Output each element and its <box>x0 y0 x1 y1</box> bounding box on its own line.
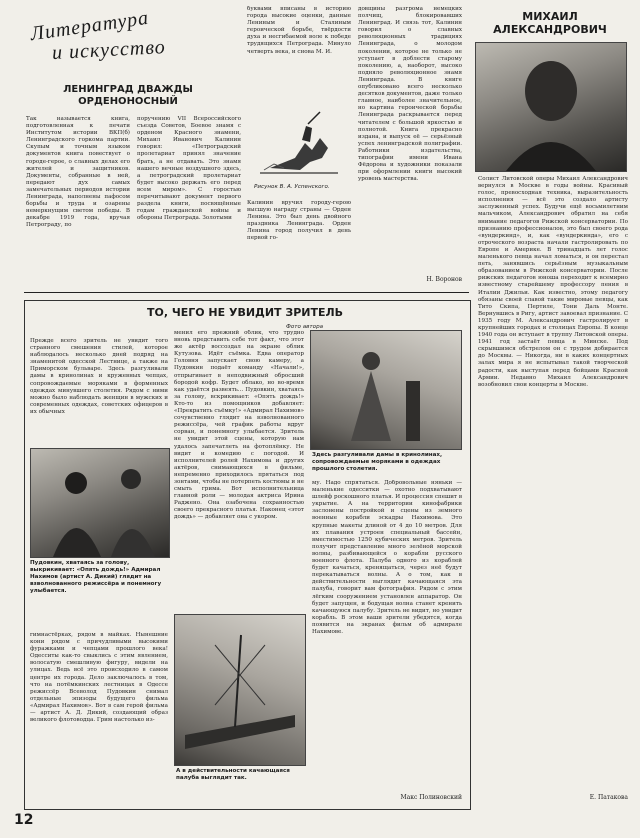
article1-column-3-bottom: Калинин вручил городу-герою высшую награду страны — Орден Ленина. Это был день двойного праздника Ленинграда. Орден Ленина город получил в день первой го- <box>247 200 351 242</box>
woman-photo-caption: Здесь разгуливали дамы в кринолинах, сопровождаемые моряками в одеждах прошлого столетия. <box>312 452 443 472</box>
article2-column-1: Прежде всего зритель не увидит того странного смешения стилей, которое наблюдалось несколько дней подряд на знаменитой одесской Лестнице, а также на Приморском бульваре. Здесь разгуливали дамы в кринолинах и кружевных чепцах, сопровождаемые моряками в форменных одеждах минувшего столетия. Рядом с ними можно было наблюдать женщин в мужских и современных одеждах, советских офицеров в их обычных <box>30 338 168 415</box>
photo-credit: Фото автора <box>286 324 324 330</box>
profile-text: Солист Литовской оперы Михаил Александрович вернулся в Москве в годы войны. Красивый голос, превосходная техника, выразительность исполнения — всё это создало артисту заслуженный успех. Будучи ещё восьмилетним мальчиком, Александрович обратил на себя внимание педагогов Рижской консерватории. По признанию профессионалов, это был своего рода «вундеркинд», и, как «вундеркинда», его с отроческого возраста начали гастролировать по Европе и Америке. В тринадцать лет голос маленького певца начал ломаться, и он перестал петь, занявшись серьёзным музыкальным образованием в Рижской консерватории. После рижских педагогов юноша переходит к всемирно известному старейшему профессору пения в Италии Джильи. Как известно, этому педагогу обязаны своей славой такие мировые певцы, как Тито Скипа, Пертиле, Тони Даль Монте. Вернувшись в Ригу, артист завоевал признание. С 1935 году М. Александрович гастролирует в крупнейших городах и столицах Европы. В конце 1940 года он вступает в труппу Литовской оперы. 1941 год застаёт певца в Минске. Под скрывшимся обстрелом он с трудом добирается до Москвы. — Никогда, ни в каких концертных залах мира я не испытывал такой творческой радости, как выступая перед бойцами Красной Армии. Недавно Михаил Александрович возобновил свои концерты в Москве. <box>478 176 628 388</box>
deck-photo-caption: А в действительности качающаяся палуба выглядит так. <box>176 768 290 781</box>
article1-signature: Н. Воронов <box>426 276 462 283</box>
horseman-drawing-icon <box>250 98 348 182</box>
pudovkin-photo-caption: Пудовкин, хватаясь за голову, выкрикивает: «Опять дождь!» Адмирал Нахимов (артист А. Дикий) глядит на взволнованного режиссёра и понемногу улыбается. <box>30 560 162 594</box>
portrait-icon <box>476 43 626 171</box>
deck-photo <box>174 614 306 766</box>
article1-column-1: Так называется книга, подготовленная к печати Институтом истории ВКП(б) Ленинградского горкома партии. Скупым и точным языком документов книга повествует о городе-герое, о славных делах его жителей и защитников. Документы, собранные в ней, передают дух самых замечательных периодов истории Ленинграда, наполнены пафосом борьбы и труда и озарены немеркнущим светом победы. В декабре 1919 года, вручая Петрограду, по <box>26 116 130 229</box>
article2-column-2: менил его прежний облик, что трудно вновь представить себе тот факт, что этот же актёр воссоздал на экране облик Кутузова. Идёт съёмка. Едва оператор Головня запускает свою камеру, а Пудовкин подаёт команду «Начали!», отпрыгивает в неподвижный обросший бородой кофр. Будет облако, но во-время как удаётся развеять... Пудовкин, хватаясь за голову, вскрикивает: «Опять дождь!» Кто-то из помощников добавляет: «Прекратить съёмку!» «Адмирал Нахимов» сочувственно глядит на взволнованного режиссёра, чей график работы вдруг сорван, и понемногу улыбается. Зритель не увидит этой сцены, которую нам удалось запечатлеть на фотоплёнку. Не видит и комедию с погодой. И исполнителей ролей Нахимова и других актёров, снимающихся в фильме, непременно приходилось прятаться под зонтами, чтобы не потерпеть костюмы и не смыть грима. Вот исполнительница главной роли — молодая актриса Ирина Раджено. Она озабочена сохранностью своего прекрасного платья. Наконец «этот дождь» — добавляет она с укором. <box>174 330 304 521</box>
profile-name-line2: АЛЕКСАНДРОВИЧ <box>493 23 607 36</box>
pudovkin-icon <box>31 449 169 557</box>
portrait-photo <box>475 42 627 172</box>
profile-signature: Е. Патакова <box>589 794 628 801</box>
article2-column-3: му. Надо спрятаться. Добровольные няньки — маленькие одесситки — охотно подхватывают шлейф роскошного платья. И процессия спешит в укрытие. А на территории кинофабрики заслонены постройкой и сцены из земного военные корабли эскадры Нахимова. Это крупные макеты длиной от 4 до 10 метров. Для их плавания устроен специальный бассейн, вместимостью 1250 кубических метров. Зритель получит представление много зелёной морской волны, разбивающейся о корабли русского военного флота. Палуба одного из кораблей будет качаться, кренящаться, через неё будут перекатываться волны. А о том, как в действительности выглядит качающаяся эта палуба, говорит вам фотография. Рядом с этим лёгким сооружением установлен аппаратор. Он будет запущен, и бодущая волна станет кренить качающуюся палубу. Зритель не видит, но увидит корабль. В этом ваши зрители убедятся, когда появится на экранах фильм об адмирале Нахимове. <box>312 480 462 635</box>
article1-column-4: довщины разгрома немецких полчищ, блокировавших Ленинград. И связь тот, Калинин говорил о славных революционных традициях Ленинграда, о молодом поколении, которое не только не уступает в доблести старому поколению, а, наоборот, высоко подняло революционное знамя Ленинграда. В книге опубликовано всего несколько десятков документов, даже только главное, наиболее значительное, но картина героической борьбы Ленинграда раскрывается перед читателем с большой яркостью и полнотой. Книга прекрасно издана, и выпуск её — серьёзный успех ленинградской полиграфии. Работники издательства, типографии имени Ивана Фёдорова и художники показали при оформлении книги высокий уровень мастерства. <box>358 6 462 183</box>
woman-photo <box>310 330 462 450</box>
woman-icon <box>311 331 461 449</box>
horseman-drawing <box>250 98 348 182</box>
article1-title-line2: ОРДЕНОНОСНЫЙ <box>78 96 178 107</box>
profile-name-line1: МИХАИЛ <box>522 10 578 23</box>
section-divider <box>24 292 469 293</box>
section-title-line1: Литература <box>29 6 151 46</box>
article1-column-3-top: буквами вписаны в историю города высокие оценки, данные Лениным и Сталиным героической борьбе, твёрдости духа и несгибаемой воле к победе трудящихся Петрограда. Минуло четверть века, и снова М. И. <box>247 6 351 55</box>
article2-column-1-bottom: гимнастёрках, рядом в майках. Нынешние кони рядом с причудливыми высокими фуражками и чепцами прошлого века! Одесситы как-то свыклись с этим явлением, волосатую смешливую фигуру, видели на улицах. Ведь всё это происходило в самом центре их города. Дело заключалось в том, что на потёмкинских лестницах в Одессе режиссёр Всеволод Пудовкин снимал отдельные эпизоды будущего фильма «Адмирал Нахимов». Вот в сам герой фильма — артист А. Д. Дикий, создающий образ великого флотоводца. Грим настолько из- <box>30 632 168 724</box>
drawing-caption: Рисунок В. А. Успенского. <box>254 184 330 190</box>
page-number: 12 <box>14 812 34 828</box>
section-title <box>24 6 234 68</box>
section-title-line2: и искусство <box>51 36 167 64</box>
article2-signature: Макс Полиновский <box>400 794 462 801</box>
article1-title <box>28 84 228 108</box>
article1-title-line1: ЛЕНИНГРАД ДВАЖДЫ <box>63 84 193 95</box>
ship-deck-icon <box>175 615 305 765</box>
profile-name <box>470 10 630 36</box>
pudovkin-photo <box>30 448 170 558</box>
article1-column-2: поручению VII Всероссийского съезда Советов, Боевое знамя с орденом Красного знамени, Михаил Иванович Калинин говорил: «Петроградский пролетариат принял значение брать, а не отдавать. Это знамя нашего вечные воздушного здесь, а петроградский пролетариат будет высоко держать его перед всем миром». С горостью перечитывают документ первого раздела книги, посвящённые годам гражданской войны и обороны Петрограда. Золотыми <box>137 116 241 222</box>
article2-title: ТО, ЧЕГО НЕ УВИДИТ ЗРИТЕЛЬ <box>146 306 344 319</box>
